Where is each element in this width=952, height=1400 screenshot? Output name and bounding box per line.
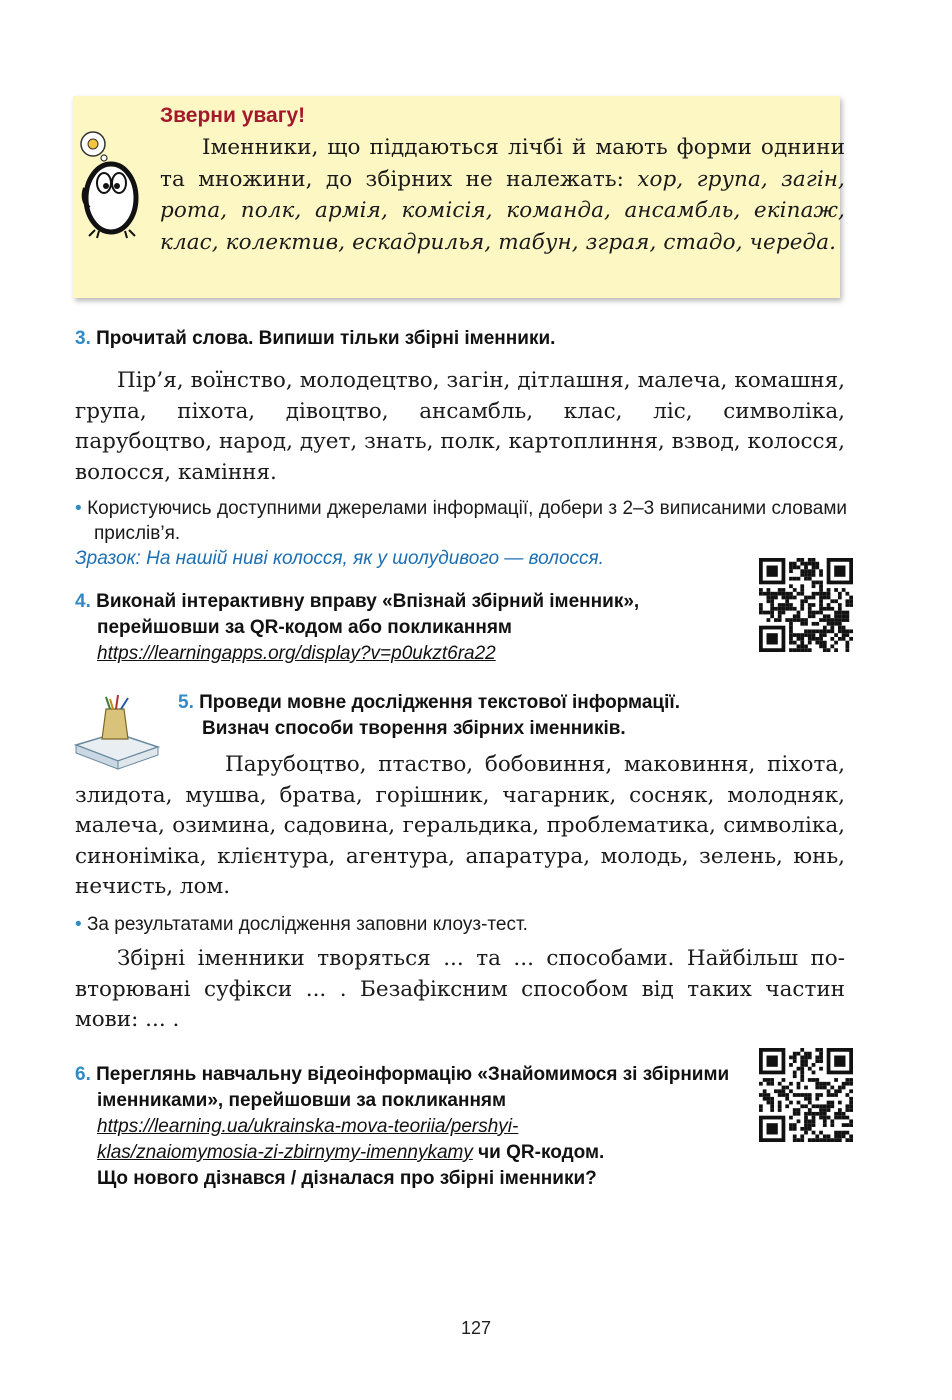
- page-number: 127: [460, 1318, 492, 1338]
- task-5-number: 5.: [178, 692, 194, 713]
- task-5-word-list: Парубоцтво, птаство, бобовиння, маковиння, піхота, злидота, мушва, братва, горішник, чагарник, сосняк, молодняк, малеча, озимина, садовина, геральдика, проблематика, символіка, синоніміка, клієнтура, агентура, апаратура, молодь, зелень, юнь, нечисть, лом.: [75, 752, 845, 899]
- task-5-heading: [178, 690, 818, 742]
- task-6-text: Переглянь навчальну відеоінформацію «Знайомимося зі збірними іменниками», перейшовши за покликанням: [96, 1064, 730, 1111]
- example-text: На нашій ниві колосся, як у шолудивого — волосся.: [146, 548, 604, 569]
- task-3-bullet: [75, 496, 847, 546]
- task-5-bullet-text: За результатами дослідження заповни клоуз-тест.: [86, 914, 528, 935]
- note-title: Зверни увагу!: [160, 104, 306, 127]
- task-5-cloze-test: Збірні іменники творяться ... та ... способами. Найбільш повторювані суфікси ... . Безафіксним способом від таких частин мови: ... .: [75, 946, 845, 1032]
- qr-code-icon[interactable]: [759, 558, 853, 652]
- task-6-after-link: чи QR-кодом.: [472, 1142, 605, 1163]
- note-examples: хор, група, загін, рота, полк, армія, комісія, команда, ансамбль, екіпаж, клас, колектив, ескадрилья, табун, зграя, стадо, череда.: [160, 166, 845, 255]
- bullet-dot: •: [75, 498, 82, 519]
- task-6-number: 6.: [75, 1064, 91, 1085]
- task-3-heading: [75, 326, 555, 352]
- task-3-number: 3.: [75, 328, 91, 349]
- task-3-word-list: Пір’я, воїнство, молодецтво, загін, дітлашня, малеча, комашня, група, піхота, дівоцтво, ансамбль, клас, ліс, символіка, парубоцтво, народ, дует, знать, полк, картоплиння, взвод, колосся, волосся, каміння.: [75, 368, 845, 485]
- task-3-example: [75, 548, 604, 570]
- task-5-line1: Проведи мовне дослідження текстової інформації.: [199, 692, 680, 713]
- task-4-block: [75, 589, 735, 667]
- thinking-owl-icon: [77, 128, 147, 240]
- bullet-dot: •: [75, 914, 82, 935]
- task-3-instruction: Прочитай слова. Випиши тільки збірні іменники.: [96, 328, 556, 349]
- task-6-block: [75, 1062, 735, 1192]
- note-text: [160, 132, 845, 258]
- task-5-line2: Визнач способи творення збірних іменників.: [202, 718, 626, 739]
- note-text-plain: Іменники, що піддаються лічбі й мають форми однини та множини, до збірних не належать:: [160, 135, 845, 192]
- task-4-text: Виконай інтерактивну вправу «Впізнай збірний іменник», перейшовши за QR-кодом або покликанням: [96, 591, 640, 638]
- task-6-question: Що нового дізнався / дізналася про збірні іменники?: [97, 1168, 597, 1189]
- task-6-link-part1[interactable]: https://learning.ua/ukrainska-mova-teoriia/pershyi-: [97, 1116, 519, 1137]
- task-5-bullet: [75, 912, 847, 937]
- qr-code-icon[interactable]: [759, 1048, 853, 1142]
- task-3-bullet-text: Користуючись доступними джерелами інформації, добери з 2–3 виписаними словами прислів’я.: [87, 498, 847, 544]
- task-6-link-part2[interactable]: klas/znaiomymosia-zi-zbirnymy-imennykamy: [97, 1142, 473, 1163]
- task-4-number: 4.: [75, 591, 91, 612]
- example-label: Зразок:: [75, 548, 141, 569]
- task-4-link[interactable]: https://learningapps.org/display?v=p0ukzt6ra22: [97, 643, 496, 664]
